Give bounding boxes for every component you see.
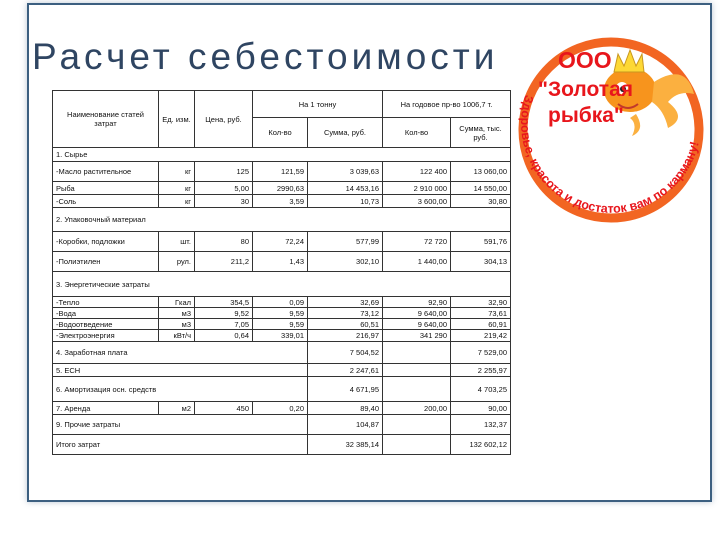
row-sum-annual: 2 255,97 <box>451 364 511 377</box>
table-row <box>53 195 511 208</box>
cost-table <box>52 90 511 455</box>
row-sum-annual: 304,13 <box>451 252 511 272</box>
row-unit: м3 <box>159 308 195 319</box>
row-sum-annual: 32,90 <box>451 297 511 308</box>
row-unit: Гкал <box>159 297 195 308</box>
row-name: 9. Прочие затраты <box>53 415 308 435</box>
table-row <box>53 364 511 377</box>
header-qty-annual: Кол-во <box>383 118 451 148</box>
table-header-row <box>53 91 511 118</box>
row-price: 450 <box>195 402 253 415</box>
row-qty: 339,01 <box>253 330 308 342</box>
row-price: 9,52 <box>195 308 253 319</box>
row-sum-annual: 73,61 <box>451 308 511 319</box>
table-row <box>53 232 511 252</box>
row-sum: 89,40 <box>308 402 383 415</box>
row-qty-annual: 1 440,00 <box>383 252 451 272</box>
row-qty-annual: 122 400 <box>383 162 451 182</box>
row-sum: 216,97 <box>308 330 383 342</box>
row-qty-annual: 3 600,00 <box>383 195 451 208</box>
row-sum: 32 385,14 <box>308 435 383 455</box>
logo-line-zolotaya: "Золотая <box>538 78 634 101</box>
row-sum: 577,99 <box>308 232 383 252</box>
row-name: -Масло растительное <box>53 162 159 182</box>
header-unit: Ед. изм. <box>159 91 195 148</box>
row-name: 4. Заработная плата <box>53 342 308 364</box>
table-row <box>53 162 511 182</box>
row-qty: 0,09 <box>253 297 308 308</box>
section-row <box>53 272 511 297</box>
row-unit: м2 <box>159 402 195 415</box>
row-sum-annual: 219,42 <box>451 330 511 342</box>
row-name: Итого затрат <box>53 435 308 455</box>
row-unit: кг <box>159 195 195 208</box>
row-qty: 2990,63 <box>253 182 308 195</box>
row-name: 5. ЕСН <box>53 364 308 377</box>
row-name: 7. Аренда <box>53 402 159 415</box>
row-sum: 4 671,95 <box>308 377 383 402</box>
row-qty: 121,59 <box>253 162 308 182</box>
row-sum: 302,10 <box>308 252 383 272</box>
row-qty: 0,20 <box>253 402 308 415</box>
row-sum-annual: 132 602,12 <box>451 435 511 455</box>
row-unit: кг <box>159 162 195 182</box>
row-sum-annual: 132,37 <box>451 415 511 435</box>
slide-title: Расчет себестоимости <box>32 36 499 77</box>
row-sum-annual: 591,76 <box>451 232 511 252</box>
row-name: -Соль <box>53 195 159 208</box>
section-row <box>53 148 511 162</box>
header-price: Цена, руб. <box>195 91 253 148</box>
table-row <box>53 308 511 319</box>
section-label: 1. Сырье <box>53 148 511 162</box>
row-qty-annual: 9 640,00 <box>383 308 451 319</box>
row-qty-annual: 2 910 000 <box>383 182 451 195</box>
row-name: -Водоотведение <box>53 319 159 330</box>
row-sum: 14 453,16 <box>308 182 383 195</box>
row-qty: 1,43 <box>253 252 308 272</box>
table-row <box>53 342 511 364</box>
golden-fish-logo <box>518 32 714 228</box>
table-row <box>53 402 511 415</box>
row-unit: кВт/ч <box>159 330 195 342</box>
row-name: 6. Амортизация осн. средств <box>53 377 308 402</box>
row-price: 5,00 <box>195 182 253 195</box>
logo-line-rybka: рыбка" <box>548 104 624 127</box>
total-row <box>53 435 511 455</box>
row-qty: 9,59 <box>253 319 308 330</box>
header-per-ton: На 1 тонну <box>253 91 383 118</box>
row-name: -Полиэтилен <box>53 252 159 272</box>
row-qty-annual: 9 640,00 <box>383 319 451 330</box>
row-sum: 2 247,61 <box>308 364 383 377</box>
row-price: 7,05 <box>195 319 253 330</box>
row-qty: 9,59 <box>253 308 308 319</box>
section-label: 3. Энергетические затраты <box>53 272 511 297</box>
row-sum: 60,51 <box>308 319 383 330</box>
row-price: 80 <box>195 232 253 252</box>
row-name: -Электроэнергия <box>53 330 159 342</box>
row-sum-annual: 60,91 <box>451 319 511 330</box>
row-qty-annual: 92,90 <box>383 297 451 308</box>
table-row <box>53 377 511 402</box>
table-row <box>53 319 511 330</box>
row-name: -Коробки, подложки <box>53 232 159 252</box>
table-row <box>53 182 511 195</box>
header-qty: Кол-во <box>253 118 308 148</box>
section-row <box>53 208 511 232</box>
row-price: 30 <box>195 195 253 208</box>
row-sum-annual: 14 550,00 <box>451 182 511 195</box>
table-row <box>53 415 511 435</box>
row-sum: 10,73 <box>308 195 383 208</box>
row-sum: 32,69 <box>308 297 383 308</box>
table-row <box>53 252 511 272</box>
row-price: 125 <box>195 162 253 182</box>
row-unit: рул. <box>159 252 195 272</box>
row-sum: 104,87 <box>308 415 383 435</box>
row-name: Рыба <box>53 182 159 195</box>
row-price: 211,2 <box>195 252 253 272</box>
row-qty-annual: 200,00 <box>383 402 451 415</box>
logo-line-ooo: ООО <box>558 47 612 73</box>
row-unit: кг <box>159 182 195 195</box>
row-sum-annual: 90,00 <box>451 402 511 415</box>
logo-ring-slogan: Здоровье, красота и достаток вам по карману! <box>518 93 702 216</box>
row-price: 354,5 <box>195 297 253 308</box>
header-sum-thousand: Сумма, тыс. руб. <box>451 118 511 148</box>
header-sum-rub: Сумма, руб. <box>308 118 383 148</box>
row-name: -Тепло <box>53 297 159 308</box>
row-price: 0,64 <box>195 330 253 342</box>
row-sum: 73,12 <box>308 308 383 319</box>
row-sum: 3 039,63 <box>308 162 383 182</box>
row-sum-annual: 4 703,25 <box>451 377 511 402</box>
row-sum: 7 504,52 <box>308 342 383 364</box>
section-label: 2. Упаковочный материал <box>53 208 511 232</box>
row-sum-annual: 30,80 <box>451 195 511 208</box>
row-qty-annual: 341 290 <box>383 330 451 342</box>
row-unit: шт. <box>159 232 195 252</box>
row-qty-annual: 72 720 <box>383 232 451 252</box>
row-sum-annual: 13 060,00 <box>451 162 511 182</box>
table-row <box>53 297 511 308</box>
header-name: Наименование статей затрат <box>53 91 159 148</box>
row-qty: 3,59 <box>253 195 308 208</box>
row-qty: 72,24 <box>253 232 308 252</box>
row-unit: м3 <box>159 319 195 330</box>
row-name: -Вода <box>53 308 159 319</box>
table-row <box>53 330 511 342</box>
header-annual: На годовое пр-во 1006,7 т. <box>383 91 511 118</box>
row-sum-annual: 7 529,00 <box>451 342 511 364</box>
